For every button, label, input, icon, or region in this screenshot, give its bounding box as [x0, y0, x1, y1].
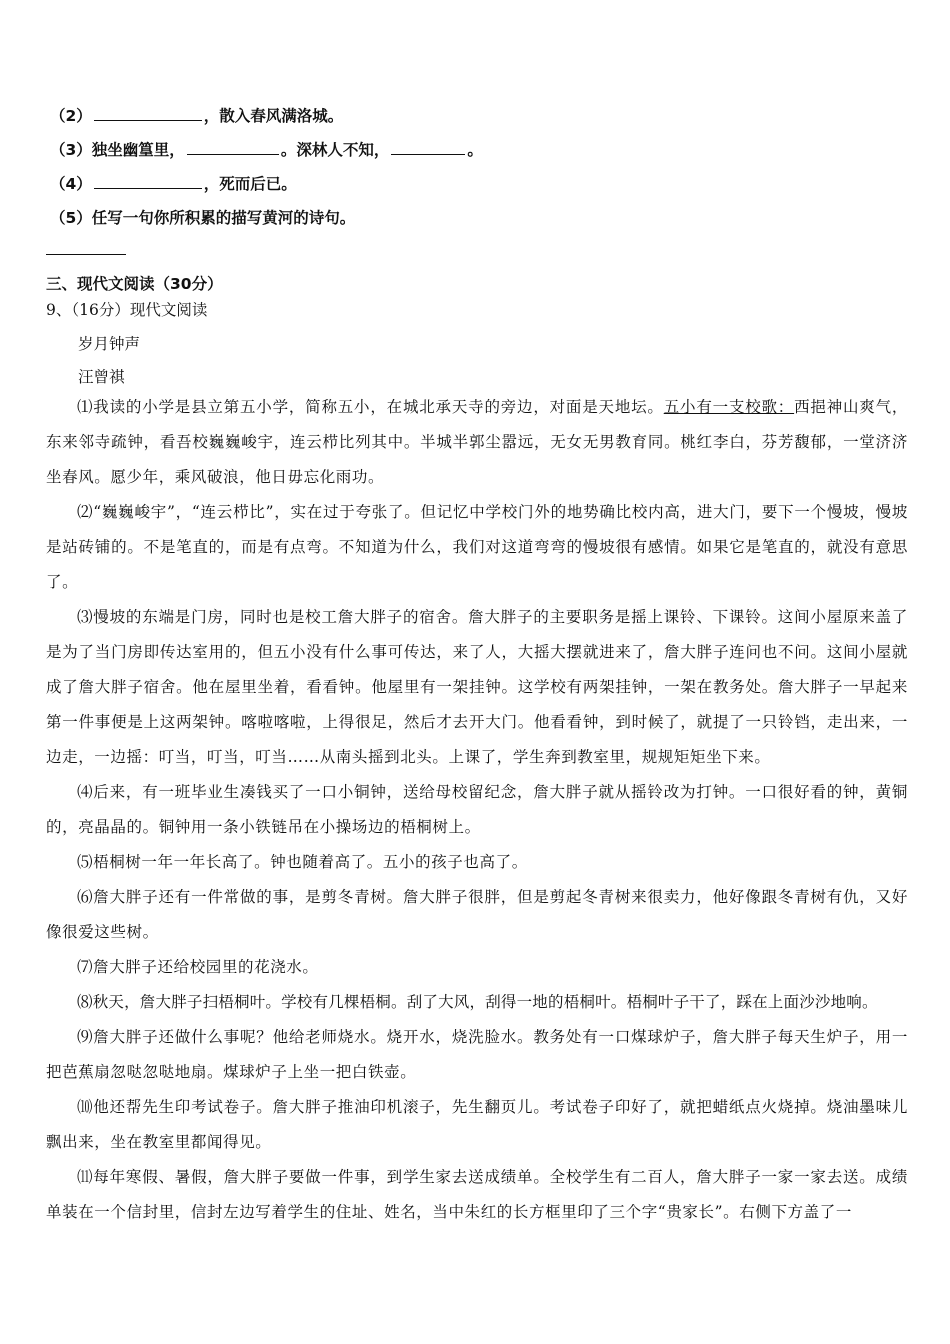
- paragraph-text: 西挹神山爽气，东来邻寺疏钟，看吾校巍巍峻宇，连云栉比列其中。半城半郭尘嚣远，无女无男教育同。桃红李白，芬芳馥郁，一堂济济坐春风。愿少年，乘风破浪，他日毋忘化雨功。: [46, 398, 908, 486]
- section-heading: 三、现代文阅读（30分）: [46, 275, 223, 293]
- poem-text: 。深林人不知，: [280, 141, 390, 159]
- poem-question-2: [50, 104, 343, 126]
- paragraph-7: ⑺詹大胖子还给校园里的花浇水。: [77, 958, 319, 976]
- answer-blank[interactable]: [94, 173, 202, 189]
- poem-text: 独坐幽篁里，: [91, 141, 185, 159]
- paragraph-text: ⑴我读的小学是县立第五小学，简称五小，在城北承天寺的旁边，对面是天地坛。: [77, 398, 664, 416]
- poem-text: ，死而后已。: [203, 175, 297, 193]
- question-number: （3）: [50, 141, 92, 159]
- paragraph-9: ⑼詹大胖子还做什么事呢？他给老师烧水。烧开水，烧洗脸水。教务处有一口煤球炉子，詹大胖子每天生炉子，用一把芭蕉扇忽哒忽哒地扇。煤球炉子上坐一把白铁壶。: [46, 1028, 908, 1081]
- underlined-text: 五小有一支校歌：: [663, 398, 795, 416]
- paragraph-2: ⑵“巍巍峻宇”，“连云栉比”，实在过于夸张了。但记忆中学校门外的地势确比校内高，进大门，要下一个慢坡，慢坡是站砖铺的。不是笔直的，而是有点弯。不知道为什么，我们对这道弯弯的慢坡很有感情。如果它是笔直的，就没有意思了。: [46, 503, 908, 591]
- question-number: （2）: [50, 107, 92, 125]
- poem-question-3: [50, 138, 483, 160]
- paragraph-11: ⑾每年寒假、暑假，詹大胖子要做一件事，到学生家去送成绩单。全校学生有二百人，詹大胖子一家一家去送。成绩单装在一个信封里，信封左边写着学生的住址、姓名，当中朱红的长方框里印了三个字“贵家长”。右侧下方盖了一: [46, 1168, 908, 1221]
- paragraph-8: ⑻秋天，詹大胖子扫梧桐叶。学校有几棵梧桐。刮了大风，刮得一地的梧桐叶。梧桐叶子干了，踩在上面沙沙地响。: [77, 993, 878, 1011]
- answer-blank[interactable]: [391, 139, 465, 155]
- poem-question-5: [50, 206, 355, 228]
- paragraph-6: ⑹詹大胖子还有一件常做的事，是剪冬青树。詹大胖子很胖，但是剪起冬青树来很卖力，他好像跟冬青树有仇，又好像很爱这些树。: [46, 888, 908, 941]
- poem-text: ，散入春风满洛城。: [203, 107, 344, 125]
- paragraph-10: ⑽他还帮先生印考试卷子。詹大胖子推油印机滚子，先生翻页儿。考试卷子印好了，就把蜡纸点火烧掉。烧油墨味儿飘出来，坐在教室里都闻得见。: [46, 1098, 908, 1151]
- paragraph-3: ⑶慢坡的东端是门房，同时也是校工詹大胖子的宿舍。詹大胖子的主要职务是摇上课铃、下课铃。这间小屋原来盖了是为了当门房即传达室用的，但五小没有什么事可传达，来了人，大摇大摆就进来了，詹大胖子连问也不问。这间小屋就成了詹大胖子宿舍。他在屋里坐着，看看钟。他屋里有一架挂钟。这学校有两架挂钟，一架在教务处。詹大胖子一早起来第一件事便是上这两架钟。喀啦喀啦，上得很足，然后才去开大门。他看看钟，到时候了，就提了一只铃铛，走出来，一边走，一边摇：叮当，叮当，叮当……从南头摇到北头。上课了，学生奔到教室里，规规矩矩坐下来。: [46, 608, 908, 766]
- question-text: （5）任写一句你所积累的描写黄河的诗句。: [50, 209, 356, 227]
- answer-line[interactable]: [46, 254, 126, 255]
- poem-text: 。: [467, 141, 483, 159]
- poem-question-4: [50, 172, 297, 194]
- article-title: 岁月钟声: [78, 335, 141, 353]
- paragraph-1: [46, 390, 908, 495]
- answer-blank[interactable]: [94, 105, 202, 121]
- article-author: 汪曾祺: [78, 368, 125, 386]
- paragraph-4: ⑷后来，有一班毕业生凑钱买了一口小铜钟，送给母校留纪念，詹大胖子就从摇铃改为打钟。一口很好看的钟，黄铜的，亮晶晶的。铜钟用一条小铁链吊在小操场边的梧桐树上。: [46, 783, 908, 836]
- paragraph-5: ⑸梧桐树一年一年长高了。钟也随着高了。五小的孩子也高了。: [77, 853, 528, 871]
- question-number: （4）: [50, 175, 92, 193]
- article-body: [46, 390, 908, 1230]
- question-label: 9、（16分）现代文阅读: [46, 301, 208, 319]
- answer-blank[interactable]: [187, 139, 279, 155]
